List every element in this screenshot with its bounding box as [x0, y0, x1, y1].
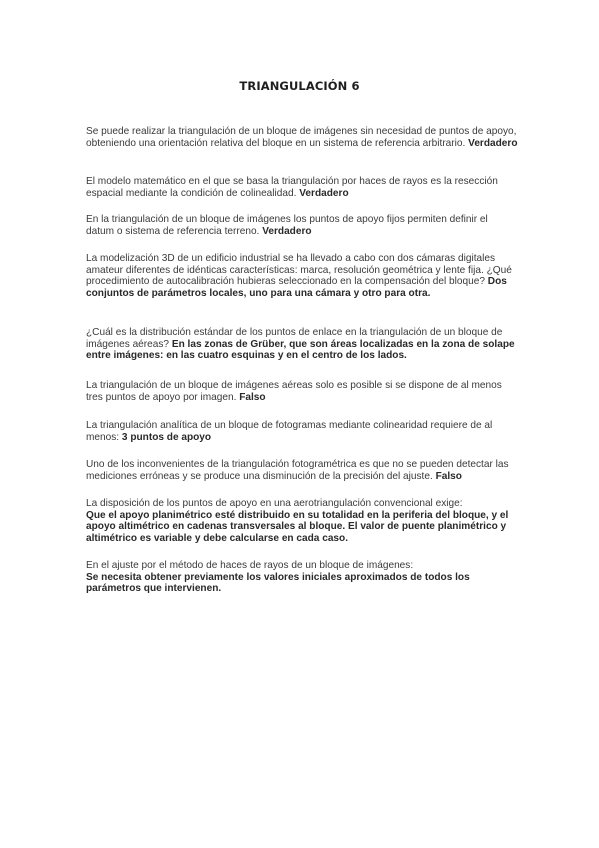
answer-text: 3 puntos de apoyo [121, 431, 212, 443]
answer-text: En las zonas de Grüber, que son áreas localizadas en la zona de solape entre imágenes: en las cuatro esquinas y en el centro de los lados. [86, 338, 515, 362]
answer-text: Dos conjuntos de parámetros locales, uno para una cámara y otro para otra. [86, 276, 507, 299]
answer-text: Se necesita obtener previamente los valores iniciales aproximados de todos los parámetros que intervienen. [86, 571, 470, 595]
question-item-5 [86, 327, 518, 362]
document-title: TRIANGULACIÓN 6 [239, 79, 360, 93]
question-text: La modelización 3D de un edificio industrial se ha llevado a cabo con dos cámaras digitales amateur diferentes de idénticas características: marca, resolución geométrica y lente fija. ¿Qué procedimiento de autocalibración hubieras seleccionado en la compensación del bloque? [86, 253, 512, 288]
question-text: El modelo matemático en el que se basa la triangulación por haces de rayos es la resección espacial mediante la condición de colinealidad. [86, 176, 498, 199]
question-item-8 [86, 459, 518, 482]
question-text: En el ajuste por el método de haces de rayos de un bloque de imágenes: [86, 560, 414, 571]
answer-text: Verdadero [262, 225, 312, 237]
answer-text: Que el apoyo planimétrico esté distribuido en su totalidad en la periferia del bloque, y el apoyo altimétrico en cadenas transversales al bloque. El valor de puente planimétrico y altimétrico es variable y debe calcularse en cada caso. [86, 509, 509, 544]
question-text: La disposición de los puntos de apoyo en una aerotriangulación convencional exige: [86, 498, 463, 509]
question-text: La triangulación de un bloque de imágenes aéreas solo es posible si se dispone de al menos tres puntos de apoyo por imagen. [86, 380, 502, 403]
question-item-1 [86, 126, 518, 149]
question-text: Se puede realizar la triangulación de un bloque de imágenes sin necesidad de puntos de apoyo, obteniendo una orientación relativa del bloque en un sistema de referencia arbitrario. [86, 126, 517, 149]
question-item-3 [86, 214, 518, 237]
question-item-2 [86, 176, 518, 199]
question-text: En la triangulación de un bloque de imágenes los puntos de apoyo fijos permiten definir el datum o sistema de referencia terreno. [86, 214, 488, 237]
answer-text: Verdadero [468, 137, 518, 149]
answer-text: Falso [435, 470, 462, 482]
question-item-9 [86, 498, 518, 544]
question-text: ¿Cuál es la distribución estándar de los puntos de enlace en la triangulación de un bloque de imágenes aéreas? [86, 327, 503, 350]
question-text: Uno de los inconvenientes de la triangulación fotogramétrica es que no se pueden detectar las mediciones erróneas y se produce una disminución de la precisión del ajuste. [86, 459, 509, 482]
question-text: La triangulación analítica de un bloque de fotogramas mediante colinearidad requiere de al menos: [86, 420, 493, 443]
question-item-4 [86, 253, 518, 299]
answer-text: Falso [239, 391, 266, 403]
question-item-6 [86, 380, 518, 403]
question-item-7 [86, 420, 518, 443]
answer-text: Verdadero [299, 187, 349, 199]
question-item-10 [86, 560, 518, 595]
